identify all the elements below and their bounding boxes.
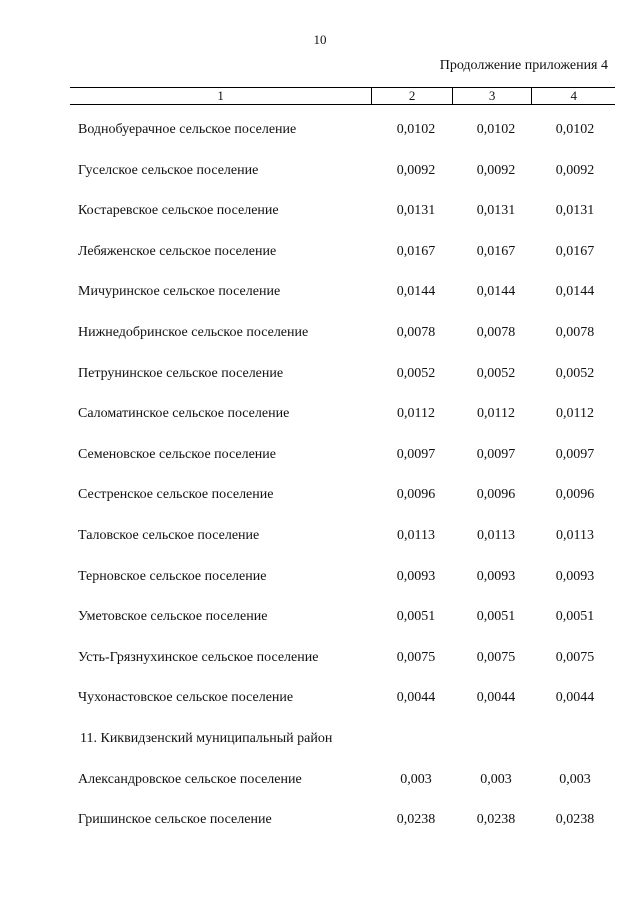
row-value-4: 0,0131: [555, 203, 595, 219]
row-name: Гришинское сельское поселение: [78, 812, 272, 828]
row-value-2: 0,0238: [396, 812, 436, 828]
row-name: Терновское сельское поселение: [78, 568, 267, 584]
row-value-4: 0,0051: [555, 609, 595, 625]
row-name: Гуселское сельское поселение: [78, 162, 259, 178]
row-value-4: 0,0078: [555, 324, 595, 340]
row-value-2: 0,0112: [397, 406, 435, 422]
row-value-3: 0,0167: [476, 243, 516, 259]
row-value-2: 0,003: [400, 771, 432, 787]
row-value-4: 0,0113: [556, 527, 594, 543]
row-value-4: 0,0096: [555, 487, 595, 503]
row-value-2: 0,0144: [396, 284, 436, 300]
row-value-4: 0,0112: [556, 406, 594, 422]
row-value-3: 0,003: [480, 771, 512, 787]
row-name: Чухонастовское сельское поселение: [78, 690, 294, 706]
section-heading: 11. Киквидзенский муниципальный район: [80, 730, 333, 746]
row-value-2: 0,0092: [396, 162, 436, 178]
table-row: [0, 122, 640, 163]
table-row: [0, 203, 640, 244]
row-value-3: 0,0131: [476, 203, 516, 219]
table-row: [0, 284, 640, 325]
table-row: [0, 244, 640, 285]
row-value-2: 0,0167: [396, 243, 436, 259]
row-value-2: 0,0097: [396, 446, 436, 462]
row-name: Воднобуерачное сельское поселение: [78, 122, 297, 137]
continuation-caption: Продолжение приложения 4: [439, 58, 608, 73]
header-col-2: 2: [372, 88, 453, 105]
row-value-4: 0,003: [559, 771, 591, 787]
row-value-4: 0,0052: [555, 365, 595, 381]
header-col-3: 3: [452, 88, 532, 105]
row-value-3: 0,0113: [477, 527, 515, 543]
row-value-3: 0,0102: [476, 122, 516, 137]
row-value-3: 0,0092: [476, 162, 516, 178]
table-row: [0, 609, 640, 650]
row-name: Сестренское сельское поселение: [78, 487, 274, 503]
row-value-4: 0,0167: [555, 243, 595, 259]
row-name: Мичуринское сельское поселение: [78, 284, 281, 300]
row-name: Таловское сельское поселение: [78, 527, 260, 543]
table-row: [0, 163, 640, 204]
row-value-3: 0,0075: [476, 649, 516, 665]
row-value-4: 0,0097: [555, 446, 595, 462]
row-name: Петрунинское сельское поселение: [78, 365, 284, 381]
header-col-4: 4: [532, 88, 615, 105]
row-value-2: 0,0102: [396, 122, 436, 137]
header-col-1: 1: [70, 88, 372, 105]
table-row: [0, 569, 640, 610]
row-value-3: 0,0093: [476, 568, 516, 584]
row-value-3: 0,0052: [476, 365, 516, 381]
table-row: [0, 487, 640, 528]
table-row: [0, 528, 640, 569]
table-row: [0, 690, 640, 731]
table-row: [0, 406, 640, 447]
table-row: [0, 812, 640, 853]
row-value-2: 0,0052: [396, 365, 436, 381]
row-value-3: 0,0078: [476, 324, 516, 340]
table-row: [0, 366, 640, 407]
row-name: Костаревское сельское поселение: [78, 203, 279, 219]
row-name: Семеновское сельское поселение: [78, 446, 277, 462]
row-value-4: 0,0044: [555, 690, 595, 706]
row-value-4: 0,0238: [555, 812, 595, 828]
table-body: [0, 122, 640, 853]
table-header: [70, 87, 615, 105]
section-heading-row: [0, 731, 640, 772]
row-value-3: 0,0096: [476, 487, 516, 503]
table-row: [0, 772, 640, 813]
row-value-4: 0,0075: [555, 649, 595, 665]
row-name: Саломатинское сельское поселение: [78, 406, 290, 422]
row-value-3: 0,0044: [476, 690, 516, 706]
row-value-2: 0,0113: [397, 527, 435, 543]
row-value-3: 0,0144: [476, 284, 516, 300]
row-value-3: 0,0097: [476, 446, 516, 462]
row-value-2: 0,0044: [396, 690, 436, 706]
row-value-2: 0,0131: [396, 203, 436, 219]
row-value-4: 0,0093: [555, 568, 595, 584]
page-number: 10: [313, 32, 327, 47]
row-name: Александровское сельское поселение: [78, 771, 302, 787]
row-value-3: 0,0112: [477, 406, 515, 422]
row-name: Нижнедобринское сельское поселение: [78, 324, 309, 340]
row-name: Лебяженское сельское поселение: [78, 243, 277, 259]
row-value-4: 0,0092: [555, 162, 595, 178]
row-value-2: 0,0051: [396, 609, 436, 625]
row-value-4: 0,0144: [555, 284, 595, 300]
row-value-3: 0,0238: [476, 812, 516, 828]
table-row: [0, 447, 640, 488]
row-value-2: 0,0078: [396, 324, 436, 340]
row-value-2: 0,0096: [396, 487, 436, 503]
row-value-2: 0,0093: [396, 568, 436, 584]
table-row: [0, 650, 640, 691]
row-value-2: 0,0075: [396, 649, 436, 665]
row-name: Усть-Грязнухинское сельское поселение: [78, 649, 319, 665]
table-row: [0, 325, 640, 366]
row-value-3: 0,0051: [476, 609, 516, 625]
row-name: Уметовское сельское поселение: [78, 609, 268, 625]
row-value-4: 0,0102: [555, 122, 595, 137]
